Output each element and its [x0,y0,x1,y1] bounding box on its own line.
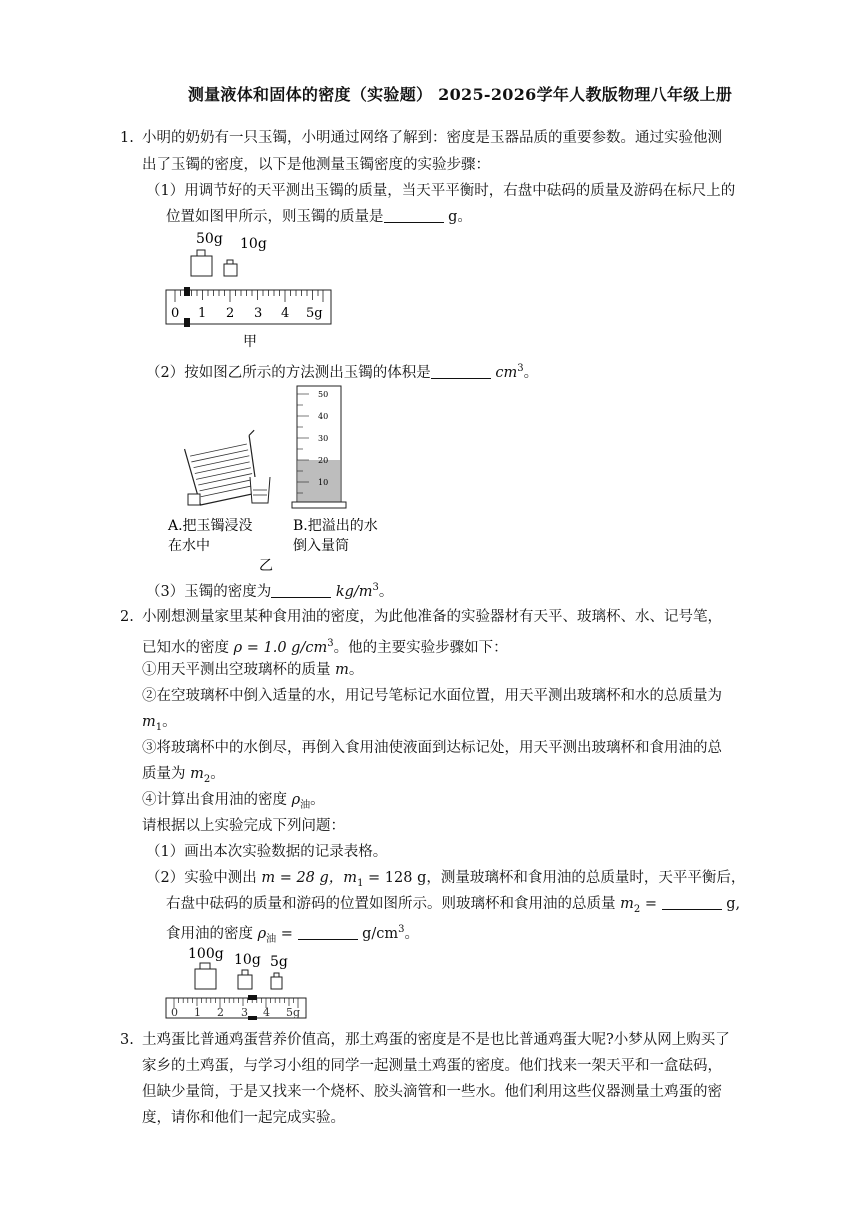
q2-part2-unit2-exp: 3 [398,924,405,935]
weight-10g-label: 10g [240,236,267,252]
q1-density-blank [271,583,331,598]
q2-part2-m1-sub: 1 [357,878,364,889]
scale-tick-5g: 5g [306,306,323,321]
q3-line4: 度，请你和他们一起完成实验。 [142,1110,345,1126]
weight-10g-knob-q2 [242,970,248,975]
cylinder-tick-30: 30 [318,434,329,443]
q1-intro-line2: 出了玉镯的密度，以下是他测量玉镯密度的实验步骤： [142,157,490,173]
q1-part3-unit-exp: 3 [372,582,379,593]
q2-line2 [142,634,508,658]
cylinder-tick-20: 20 [318,456,329,465]
scale-tick-2: 2 [226,306,235,321]
q2-step3-line1: ③将玻璃杯中的水倒尽，再倒入食用油使液面到达标记处，用天平测出玻璃杯和食用油的总 [142,740,722,756]
q2-part2-end: 。 [404,926,420,942]
q1-part3-unit: kg/m [335,584,373,600]
q2-step2-m: m [142,714,156,730]
q1-part2-text: （2）按如图乙所示的方法测出玉镯的体积是 [146,365,431,381]
figure-yi-label-b-line2: 倒入量筒 [293,538,349,554]
cylinder-tick-50: 50 [318,390,329,399]
scale-q2-tick-0: 0 [171,1006,178,1019]
scale-tick-0: 0 [171,306,180,321]
q2-step4 [142,790,325,816]
figure-yi-caption: 乙 [259,558,273,572]
q1-mass-blank [384,208,444,223]
q1-part2-end: 。 [523,365,539,381]
q3-line1: 土鸡蛋比普通鸡蛋营养价值高，那土鸡蛋的密度是不是也比普通鸡蛋大呢?小梦从网上购买了 [142,1032,730,1048]
weight-5g-label: 5g [270,954,288,970]
q2-part2-m2: m [620,896,634,912]
q2-part2-eq2: = [276,926,298,942]
question-2-number: 2. [120,609,134,625]
figure-q2-balance-scale [162,942,312,1020]
q2-total-mass-blank [662,895,722,910]
q2-water-density: ρ = 1.0 g/cm [233,640,328,656]
rider-bottom-marker-q2 [248,1016,257,1020]
scale-q2-tick-5g: 5g [286,1006,301,1019]
weight-10g-icon [224,264,237,276]
scale-q2-tick-1: 1 [194,1006,201,1019]
q2-step4-end: 。 [310,792,325,808]
scale-q2-tick-4: 4 [263,1006,270,1019]
q1-part2 [146,359,538,383]
weight-100g-label: 100g [188,946,224,962]
q2-step1-m: m [335,662,349,678]
q2-part2-unit: g, [726,896,741,912]
q1-part3-text: （3）玉镯的密度为 [146,584,272,600]
q1-part1-unit: g。 [448,209,472,225]
q2-part2-masses: m = 28 g，m [261,870,358,886]
figure-yi-label-a-line2: 在水中 [168,538,210,554]
q2-step1-end: 。 [348,662,364,678]
q2-part2-text-b: = 128 g，测量玻璃杯和食用油的总质量时，天平平衡后， [363,870,746,886]
weight-10g-knob [227,260,233,264]
q2-step2-line1: ②在空玻璃杯中倒入适量的水，用记号笔标记水面位置，用天平测出玻璃杯和水的总质量为 [142,688,722,704]
figure-yi-overflow-method [160,382,390,572]
q2-step2-m-sub: 1 [155,722,163,733]
scale-q2-tick-3: 3 [241,1006,248,1019]
q2-part2-rho-sub: 油 [266,934,277,945]
q2-ask: 请根据以上实验完成下列问题： [142,818,345,834]
weight-5g-icon [271,977,282,989]
page-title: 测量液体和固体的密度（实验题） 2025-2026学年人教版物理八年级上册 [187,85,733,104]
q2-part2-line2 [166,894,740,920]
q2-step2-line2 [142,712,177,738]
q1-volume-blank [431,364,491,379]
weight-50g-icon [191,256,212,276]
q1-part1-line2 [166,207,472,227]
cylinder-tick-40: 40 [318,412,329,421]
q2-step4-text: ④计算出食用油的密度 [142,792,292,808]
q2-part2-unit2: g/cm [362,926,399,942]
q2-step3-line2 [142,764,225,790]
q2-part2-line3-text: 食用油的密度 [166,926,258,942]
weight-50g-knob [197,250,205,256]
scale-tick-4: 4 [281,306,290,321]
q2-part1: （1）画出本次实验数据的记录表格。 [146,844,388,860]
q2-step1 [142,660,363,680]
q2-step3-m: m [190,766,204,782]
graduated-cylinder-icon [292,386,346,508]
q2-line1: 小刚想测量家里某种食用油的密度，为此他准备的实验器材有天平、玻璃杯、水、记号笔， [142,609,722,625]
question-1-number: 1. [120,130,134,146]
q2-part2-m2-sub: 2 [633,904,641,915]
weight-10g-label-q2: 10g [234,952,261,968]
q2-step4-rho: ρ [291,792,301,808]
weight-5g-knob [274,973,279,977]
q2-step2-end: 。 [162,714,177,730]
q2-line2-text: 已知水的密度 [142,640,234,656]
weight-10g-icon-q2 [238,975,252,989]
bracelet-icon [188,494,200,505]
q2-step1-text: ①用天平测出空玻璃杯的质量 [142,662,336,678]
weight-100g-knob [200,963,210,969]
figure-yi-label-b-line1: B.把溢出的水 [293,518,378,534]
q1-part1-text: 位置如图甲所示，则玉镯的质量是 [166,209,384,225]
question-3-number: 3. [120,1032,134,1048]
weight-100g-icon [195,969,216,989]
q2-step3-end: 。 [210,766,225,782]
q2-line2-end: 。他的主要实验步骤如下： [333,640,508,656]
q1-part2-unit: cm [495,365,518,381]
q1-part2-unit-exp: 3 [517,363,524,374]
q2-part2-line1 [146,868,745,894]
q2-water-density-exp: 3 [327,638,334,649]
rider-top-marker [184,287,190,296]
q2-part2-text: （2）实验中测出 [146,870,262,886]
q2-part2-eq: = [640,896,662,912]
q2-part2-rho: ρ [257,926,267,942]
weight-50g-label: 50g [196,231,223,247]
scale-tick-1: 1 [198,306,207,321]
q2-step3-m-sub: 2 [203,774,211,785]
rider-top-marker-q2 [248,995,257,1000]
rider-bottom-marker [184,318,190,327]
q2-part2-line2-text: 右盘中砝码的质量和游码的位置如图所示。则玻璃杯和食用油的总质量 [166,896,621,912]
q3-line2: 家乡的土鸡蛋，与学习小组的同学一起测量土鸡蛋的密度。他们找来一架天平和一盒砝码， [142,1058,722,1074]
q1-intro-line1: 小明的奶奶有一只玉镯，小明通过网络了解到：密度是玉器品质的重要参数。通过实验他测 [142,130,722,146]
cylinder-tick-10: 10 [318,478,329,487]
figure-jia-caption: 甲 [243,334,257,350]
figure-yi-label-a-line1: A.把玉镯浸没 [168,518,253,534]
q3-line3: 但缺少量筒，于是又找来一个烧杯、胶头滴管和一些水。他们利用这些仪器测量土鸡蛋的密 [142,1084,722,1100]
q2-step3-text: 质量为 [142,766,191,782]
q2-oil-density-blank [298,925,358,940]
q2-step4-rho-sub: 油 [300,800,311,811]
q1-part1-line1: （1）用调节好的天平测出玉镯的质量，当天平平衡时，右盘中砝码的质量及游码在标尺上的 [146,183,736,199]
scale-tick-3: 3 [254,306,263,321]
q1-part3 [146,578,393,602]
figure-jia-balance-scale [160,226,340,350]
scale-q2-tick-2: 2 [217,1006,224,1019]
scale-ruler-q2 [166,998,306,1018]
q1-part3-end: 。 [378,584,394,600]
